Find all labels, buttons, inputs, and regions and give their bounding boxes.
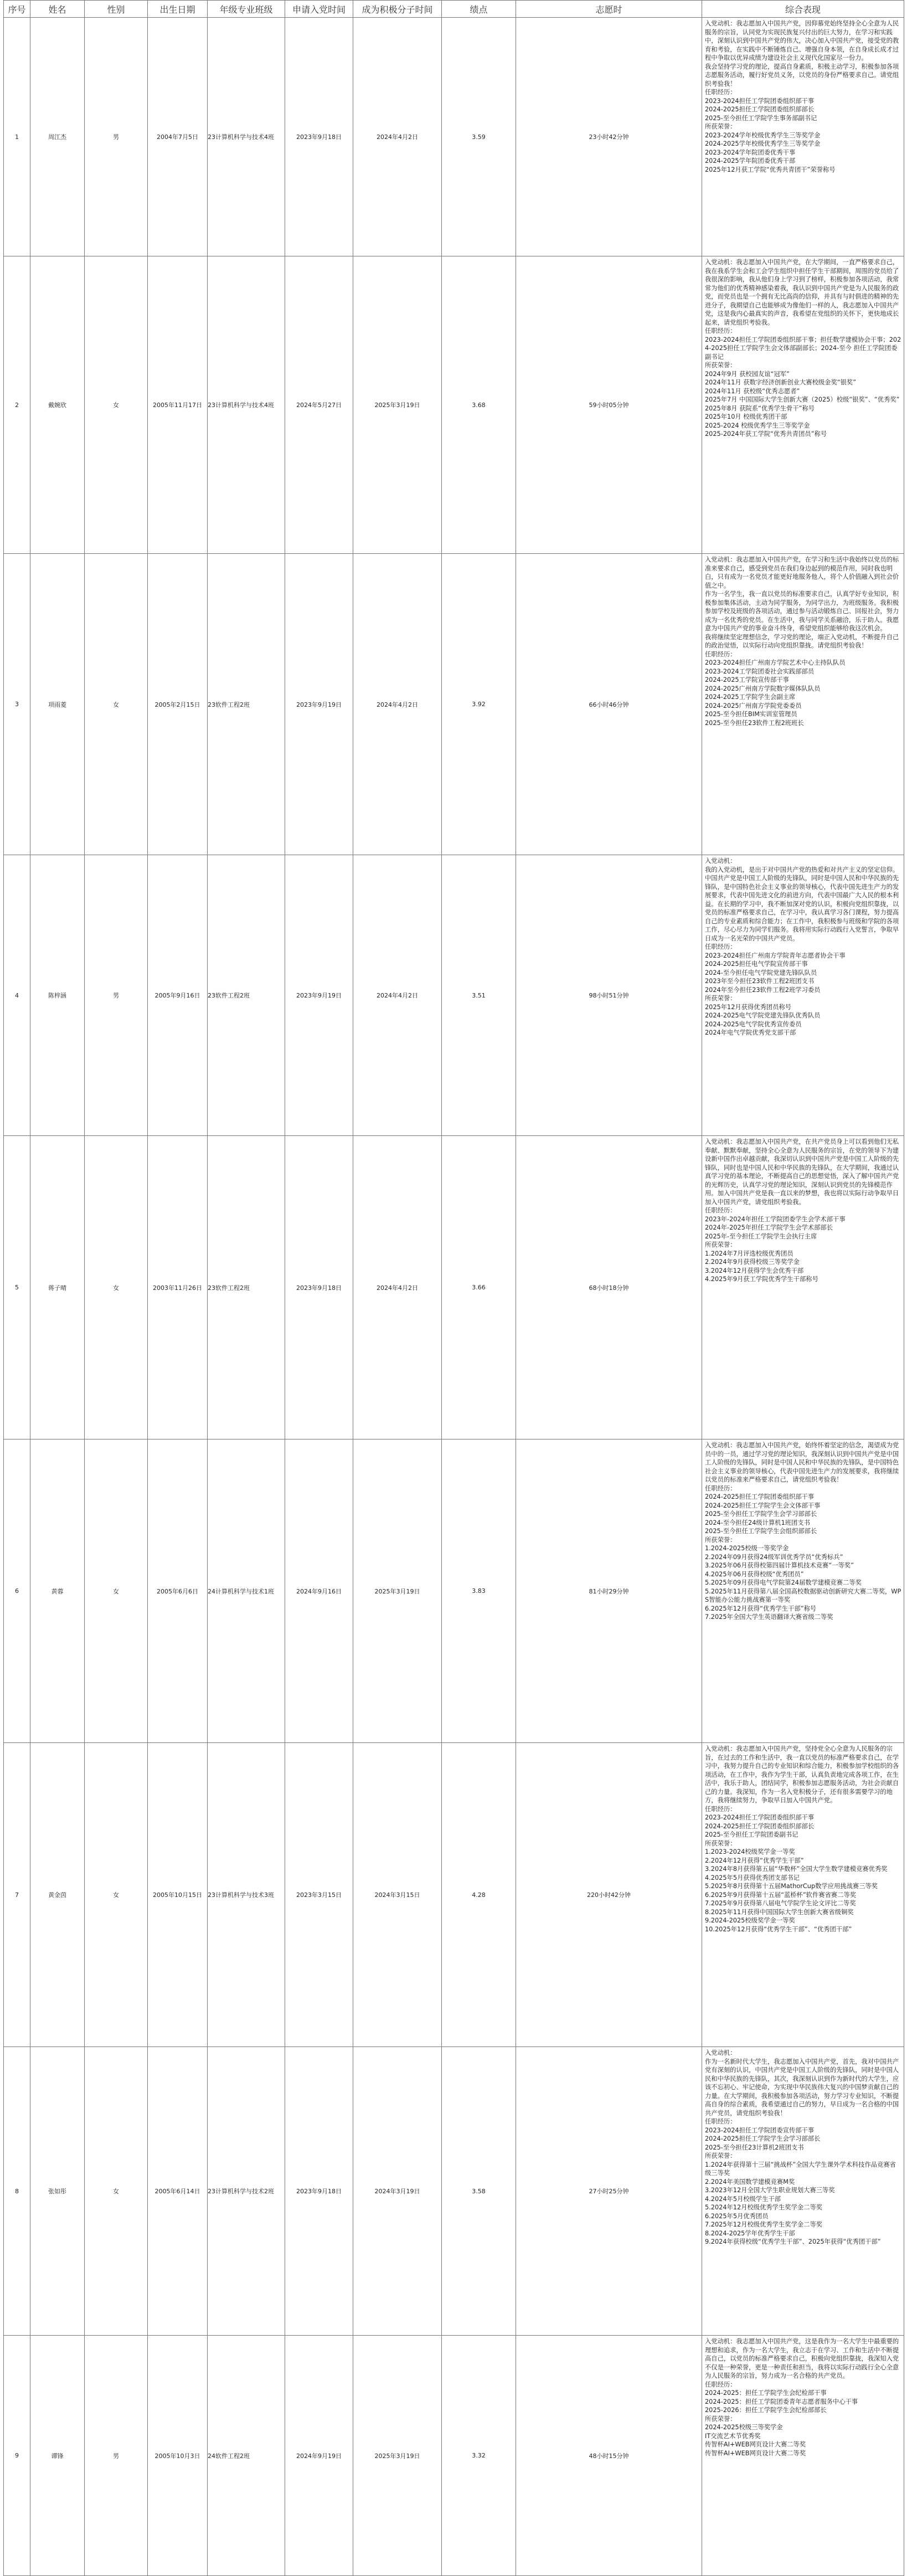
table-row bbox=[4, 256, 904, 554]
summary-line: 2024-2025工学院学生会副主席 bbox=[705, 693, 796, 701]
summary-line: 1.2023-2024校级奖学金一等奖 bbox=[705, 1848, 795, 1855]
cell-gender: 男 bbox=[85, 855, 148, 1136]
summary-line: 4.2024年5月校级学生干部 bbox=[705, 2195, 781, 2203]
summary-line: IT交流艺术节优秀奖 bbox=[705, 2432, 761, 2440]
summary-line: 2024年11月 获数字经济创新创业大赛校级金奖“银奖” bbox=[705, 379, 857, 386]
cell-volunteer-hours: 59小时05分钟 bbox=[516, 256, 702, 554]
cell-activist-date: 2024年4月2日 bbox=[353, 855, 442, 1136]
summary-line: 2025年10月 校级优秀团干部 bbox=[705, 413, 787, 420]
cell-gender: 女 bbox=[85, 2047, 148, 2336]
summary-line: 2025-至今担任工学院团委副书记 bbox=[705, 1831, 798, 1838]
summary-line: 1.2024年获得第十三届“挑战杯”全国大学生课外学术科技作品竞赛省级三等奖 bbox=[705, 2161, 896, 2177]
header-activist: 成为积极分子时间 bbox=[353, 1, 442, 18]
cell-name: 陈梓涵 bbox=[30, 855, 85, 1136]
summary-line: 入党动机：我志愿加入中国共产党，在共产党员身上可以看到他们无私奉献、默默奉献，坚持全心全意为人民服务的宗旨，在党的领导下为建设新中国作出卓越贡献，我深切认识到中国共产党是中国工人阶级的先锋队，同时也是中国人民和中华民族的先锋队，在大学期间，我通过认真学习党的基本理论，不断提高自己的思想觉悟，深入了解中国共产党的光辉历史，认真学习党的理论知识，深刻认识到党员的先锋模范作用。加入中国共产党是我一直以来的梦想，我也将以实际行动争取早日加入中国共产党，请党组织考验我。 bbox=[705, 1138, 899, 1206]
table-row bbox=[4, 554, 904, 855]
cell-class: 23计算机科学与技术3班 bbox=[208, 1743, 285, 2047]
table-row bbox=[4, 18, 904, 256]
cell-volunteer-hours: 68小时18分钟 bbox=[516, 1136, 702, 1439]
cell-gender: 女 bbox=[85, 1439, 148, 1743]
summary-line: 任职经历： bbox=[705, 2380, 736, 2388]
header-class: 年级专业班级 bbox=[208, 1, 285, 18]
cell-gender: 男 bbox=[85, 18, 148, 256]
summary-line: 2024-至今担任电气学院党建先锋队队员 bbox=[705, 969, 817, 976]
summary-line: 4.2025年5月获得优秀团支部书记 bbox=[705, 1874, 800, 1881]
cell-birth-date: 2003年11月26日 bbox=[148, 1136, 208, 1439]
summary-line: 所获荣誉： bbox=[705, 2415, 736, 2423]
summary-line: 6.2025年9月获得第十五届“蓝桥杯”软件赛省赛二等奖 bbox=[705, 1891, 857, 1899]
cell-birth-date: 2004年7月5日 bbox=[148, 18, 208, 256]
table-row bbox=[4, 1439, 904, 1743]
summary-line: 8.2025年11月获得中国国际大学生创新大赛省级铜奖 bbox=[705, 1908, 854, 1916]
table-row bbox=[4, 1136, 904, 1439]
cell-birth-date: 2005年2月15日 bbox=[148, 554, 208, 855]
cell-class: 23软件工程2班 bbox=[208, 1136, 285, 1439]
cell-activist-date: 2025年3月19日 bbox=[353, 2336, 442, 2576]
table-row bbox=[4, 855, 904, 1136]
cell-summary bbox=[702, 2336, 904, 2576]
table-row bbox=[4, 2336, 904, 2576]
summary-line: 2024年至今担任23软件工程2班学习委员 bbox=[705, 986, 821, 994]
summary-line: 2024年11月 获校级“优秀志愿者” bbox=[705, 387, 800, 395]
cell-name: 黄蓉 bbox=[30, 1439, 85, 1743]
summary-line: 2024年-2025年担任工学院学生会学术部部长 bbox=[705, 1224, 833, 1231]
cell-volunteer-hours: 66小时46分钟 bbox=[516, 554, 702, 855]
cell-activist-date: 2024年4月2日 bbox=[353, 554, 442, 855]
header-volunteer: 志愿时 bbox=[516, 1, 702, 18]
cell-class: 24软件工程2班 bbox=[208, 2336, 285, 2576]
cell-birth-date: 2005年11月17日 bbox=[148, 256, 208, 554]
summary-line: 2023-2024担任广州南方学院艺术中心主持队队员 bbox=[705, 659, 846, 666]
summary-line: 传智杯AI+WEB网页设计大赛二等奖 bbox=[705, 2441, 806, 2448]
cell-gpa: 3.58 bbox=[442, 2047, 516, 2336]
cell-summary bbox=[702, 256, 904, 554]
summary-line: 2025-2024年获工学院“优秀共青团员”称号 bbox=[705, 430, 827, 438]
summary-line: 所获荣誉： bbox=[705, 995, 736, 1002]
summary-line: 2025-至今担任23软件工程2班班长 bbox=[705, 719, 804, 727]
cell-name: 谭锋 bbox=[30, 2336, 85, 2576]
cell-name: 周江杰 bbox=[30, 18, 85, 256]
cell-name: 项雨菱 bbox=[30, 554, 85, 855]
summary-line: 2023年-2024年担任工学院团委学生会学术部干事 bbox=[705, 1215, 846, 1223]
summary-line: 任职经历： bbox=[705, 943, 736, 950]
cell-gpa: 3.59 bbox=[442, 18, 516, 256]
cell-summary bbox=[702, 1743, 904, 2047]
cell-number: 4 bbox=[4, 855, 30, 1136]
summary-line: 2023-2024担任工学院团委组织部干事；担任数学建模协会干事；2024-2025担任工学院学生会文体部副部长；2024-至今 担任工学院团委副书记 bbox=[705, 336, 901, 361]
summary-line: 2025-至今担任23计算机2班团支书 bbox=[705, 2143, 804, 2151]
summary-line: 入党动机：我志愿加入中国共产党，在大学期间，一直严格要求自己，我在我系学生会和工会学生组织中担任学生干部期间，周围的党员给了我很深的影响，我从他们身上学习到了榜样，积极参加各项活动，我常常为他们的优秀精神感染着我，我认识到中国共产党是为人民服务的政党，而党员也是一个拥有无比高尚的信仰，并具有与时俱进的精神的先进分子，我期望自己也能够成为像他们一样的人，我志愿加入中国共产党，这是我内心最真实的声音，我希望在党组织的关怀下，更快地成长起来，请党组织考验我。 bbox=[705, 259, 899, 326]
summary-line: 1.2024-2025校级一等奖学金 bbox=[705, 1545, 789, 1552]
cell-gpa: 3.32 bbox=[442, 2336, 516, 2576]
header-no: 序号 bbox=[4, 1, 30, 18]
cell-apply-date: 2023年3月15日 bbox=[285, 1743, 353, 2047]
cell-name: 张如彤 bbox=[30, 2047, 85, 2336]
summary-line: 2023-2024工学院团委社会实践部部员 bbox=[705, 667, 815, 675]
cell-class: 23计算机科学与技术4班 bbox=[208, 18, 285, 256]
summary-line: 2025-至今担任工学院学生会组织部部长 bbox=[705, 1528, 817, 1535]
summary-line: 5.2025年09月获得电气学院第24届数学建模竞赛二等奖 bbox=[705, 1579, 862, 1586]
summary-line: 所获荣誉： bbox=[705, 362, 736, 369]
cell-volunteer-hours: 27小时25分钟 bbox=[516, 2047, 702, 2336]
summary-line: 7.2025年9月获得第八届电气学院学生论文评比二等奖 bbox=[705, 1900, 856, 1907]
summary-line: 作为一名学生，我一直以党员的标准要求自己，认真学好专业知识，积极参加集体活动，主动为同学服务，为同学出力，为班级服务。我积极参加学校及班级的各项活动，通过参与活动锻炼自己、回报社会，努力成为一名优秀的党员。在生活中，我与同学关系融洽，乐于助人。我愿意为中国共产党的事业奋斗终身，希望党组织能够给我这次机会。 bbox=[705, 590, 899, 632]
summary-line: 任职经历： bbox=[705, 1805, 736, 1813]
summary-line: 任职经历： bbox=[705, 89, 736, 96]
summary-line: 9.2024-2025校级奖学金一等奖 bbox=[705, 1917, 795, 1924]
summary-line: 4.2025年9月获工学院优秀学生干部称号 bbox=[705, 1276, 818, 1283]
cell-birth-date: 2005年9月16日 bbox=[148, 855, 208, 1136]
summary-line: 6.2025年12月获得“优秀学生干部”称号 bbox=[705, 1605, 817, 1612]
cell-summary bbox=[702, 1136, 904, 1439]
cell-birth-date: 2005年6月14日 bbox=[148, 2047, 208, 2336]
summary-line: 2024-2025担任工学院学生会文体部干事 bbox=[705, 1502, 821, 1509]
summary-line: 2024-2025工学院宣传部干事 bbox=[705, 676, 789, 683]
summary-line: 8.2024-2025学年优秀学生干部 bbox=[705, 2229, 795, 2237]
summary-line: 我会坚持学习党的理论，提高自身素质，积极主动学习，积极参加各项志愿服务活动，履行好党员义务，以党员的身份严格要求自己。请党组织考验我！ bbox=[705, 63, 899, 88]
cell-birth-date: 2005年6月6日 bbox=[148, 1439, 208, 1743]
summary-line: 2024-2025担任工学院团委组织部部长 bbox=[705, 1822, 815, 1830]
cell-activist-date: 2024年3月19日 bbox=[353, 2047, 442, 2336]
summary-line: 2025年7月 中国国际大学生创新大赛（2025）校级“银奖”、“优秀奖” bbox=[705, 396, 900, 403]
summary-line: 2024-2025广州南方学院数字媒体队队员 bbox=[705, 685, 821, 692]
summary-line: 2024-2025担任工学院团委组织部部长 bbox=[705, 106, 815, 113]
cell-summary bbox=[702, 554, 904, 855]
summary-line: 4.2025年06月获得校级“优秀团员” bbox=[705, 1570, 804, 1578]
summary-line: 2024-2025电气学院党建先锋队优秀队员 bbox=[705, 1012, 821, 1019]
summary-line: 任职经历： bbox=[705, 1207, 736, 1214]
cell-activist-date: 2024年3月15日 bbox=[353, 1743, 442, 2047]
summary-line: 2023-2024担任广州南方学院青年志愿者协会干事 bbox=[705, 952, 846, 959]
summary-line: 任职经历： bbox=[705, 2118, 736, 2125]
cell-gender: 女 bbox=[85, 256, 148, 554]
summary-line: 所获荣誉： bbox=[705, 123, 736, 130]
header-birth: 出生日期 bbox=[148, 1, 208, 18]
summary-line: 2024-2025学年院团委优秀干部 bbox=[705, 157, 796, 164]
header-row bbox=[4, 1, 904, 18]
cell-activist-date: 2024年4月2日 bbox=[353, 1136, 442, 1439]
summary-line: 2024-2025：担任工学院团委青年志愿者服务中心干事 bbox=[705, 2398, 858, 2405]
summary-line: 2025年-至今担任工学院学生会执行主席 bbox=[705, 1232, 817, 1240]
summary-line: 6.2025年5月优秀团员 bbox=[705, 2212, 769, 2220]
cell-summary bbox=[702, 855, 904, 1136]
summary-line: 5.2024年12月校级优秀学生奖学金二等奖 bbox=[705, 2204, 823, 2211]
summary-line: 任职经历： bbox=[705, 650, 736, 658]
summary-line: 2.2024年12月获得“优秀学生干部” bbox=[705, 1857, 804, 1864]
summary-line: 所获荣誉： bbox=[705, 1241, 736, 1248]
cell-apply-date: 2023年9月19日 bbox=[285, 554, 353, 855]
cell-gender: 女 bbox=[85, 1743, 148, 2047]
summary-line: 7.2025年全国大学生英语翻译大赛省级二等奖 bbox=[705, 1613, 833, 1621]
summary-line: 2024-至今担任24级计算机1班团支书 bbox=[705, 1519, 810, 1526]
table-body bbox=[4, 18, 904, 2576]
summary-line: 2024-2025：担任工学院学生会纪检部干事 bbox=[705, 2389, 827, 2397]
summary-line: 2025-至今担任BIM实训室管理员 bbox=[705, 711, 797, 718]
summary-line: 所获荣誉： bbox=[705, 1839, 736, 1847]
summary-line: 2.2024年9月获得校级三等奖学金 bbox=[705, 1258, 800, 1266]
cell-gender: 女 bbox=[85, 1136, 148, 1439]
header-summary: 综合表现 bbox=[702, 1, 904, 18]
summary-line: 7.2025年12月校级优秀学生奖学金二等奖 bbox=[705, 2221, 823, 2228]
summary-line: 2.2024年09月获得24级军训优秀学员“优秀标兵” bbox=[705, 1553, 843, 1561]
summary-line: 2024-2025担任工学院学生会学习部部长 bbox=[705, 2135, 821, 2142]
cell-birth-date: 2005年10月3日 bbox=[148, 2336, 208, 2576]
cell-name: 黄金茵 bbox=[30, 1743, 85, 2047]
cell-number: 5 bbox=[4, 1136, 30, 1439]
summary-line: 作为一名新时代大学生，我志愿加入中国共产党，首先，我对中国共产党有深刻的认识，中国共产党是中国工人阶级的先锋队，同时是中国人民和中华民族的先锋队，其次，我深刻认识到作为新时代的大学生，应该不忘初心、牢记使命，为实现中华民族伟大复兴的中国梦贡献自己的力量。在大学期间，我积极参加各项活动，努力学习专业知识，不断提高自身的综合素质，我希望通过自己的努力，早日成为一名合格的中国共产党员，请党组织考验我！ bbox=[705, 2058, 899, 2117]
summary-line: 2025年8月 获院系“优秀学生骨干”称号 bbox=[705, 404, 815, 412]
summary-line: 所获荣誉： bbox=[705, 2152, 736, 2159]
summary-line: 5.2025年11月获得第八届全国高校数据驱动创新研究大赛二等奖，WPS智能办公能力挑战赛第一等奖 bbox=[705, 1587, 901, 1603]
cell-volunteer-hours: 98小时51分钟 bbox=[516, 855, 702, 1136]
summary-line: 1.2024年7月评选校级优秀团员 bbox=[705, 1250, 793, 1257]
summary-line: 2024-2025学年校级优秀学生三等奖学金 bbox=[705, 140, 821, 147]
cell-volunteer-hours: 23小时42分钟 bbox=[516, 18, 702, 256]
table-row bbox=[4, 1743, 904, 2047]
summary-line: 2023-2024担任工学院团委组织部干事 bbox=[705, 97, 815, 105]
cell-apply-date: 2023年9月18日 bbox=[285, 2047, 353, 2336]
cell-gpa: 3.68 bbox=[442, 256, 516, 554]
cell-volunteer-hours: 81小时29分钟 bbox=[516, 1439, 702, 1743]
cell-summary bbox=[702, 2047, 904, 2336]
summary-line: 3.2024年8月获得第五届“华数杯”全国大学生数学建模竞赛优秀奖 bbox=[705, 1865, 888, 1873]
summary-line: 5.2025年8月获得第十五届MathorCup数学应用挑战赛三等奖 bbox=[705, 1883, 878, 1890]
cell-volunteer-hours: 220小时42分钟 bbox=[516, 1743, 702, 2047]
summary-line: 我的入党动机，是出于对中国共产党的热爱和对共产主义的坚定信仰。中国共产党是中国工人阶级的先锋队，同时是中国人民和中华民族的先锋队，是中国特色社会主义事业的领导核心，代表中国先进生产力的发展要求，代表中国先进文化的前进方向，代表中国最广大人民的根本利益。在长期的学习中，我不断加深对党的认识，积极向党组织靠拢，以党员的标准严格要求自己，在学习中，我认真学习各门课程，努力提高自己的专业素质和综合能力；在工作中，我积极参与班级和学院的各项工作，尽心尽力为同学们服务。我将用实际行动践行入党誓言，争取早日成为一名光荣的中国共产党员。 bbox=[705, 866, 899, 942]
summary-line: 2023-2024学年校级优秀学生三等奖学金 bbox=[705, 131, 821, 139]
cell-summary bbox=[702, 1439, 904, 1743]
summary-line: 所获荣誉： bbox=[705, 1536, 736, 1544]
summary-line: 我将继续坚定理想信念，学习党的理论，端正入党动机，不断提升自己的政治觉悟，以实际行动向党组织靠拢。请党组织考验我！ bbox=[705, 633, 899, 649]
summary-line: 传智杯AI+WEB网页设计大赛二等奖 bbox=[705, 2449, 806, 2457]
summary-line: 3.2025年06月获得校第四届计算机技术竞赛“一等奖” bbox=[705, 1562, 854, 1569]
summary-line: 2025年12月获得优秀团员称号 bbox=[705, 1003, 792, 1011]
cell-number: 6 bbox=[4, 1439, 30, 1743]
cell-apply-date: 2024年9月19日 bbox=[285, 2336, 353, 2576]
cell-name: 蒋子晴 bbox=[30, 1136, 85, 1439]
cell-class: 23软件工程2班 bbox=[208, 554, 285, 855]
header-name: 姓名 bbox=[30, 1, 85, 18]
summary-line: 3.2024年12月获得学生会优秀干部 bbox=[705, 1267, 804, 1274]
cell-number: 9 bbox=[4, 2336, 30, 2576]
cell-class: 23软件工程2班 bbox=[208, 855, 285, 1136]
summary-line: 10.2025年12月获得“优秀学生干部”、“优秀团干部” bbox=[705, 1925, 852, 1933]
summary-line: 2025年12月获工学院“优秀共青团干”荣誉称号 bbox=[705, 166, 836, 173]
cell-class: 23计算机科学与技术2班 bbox=[208, 2047, 285, 2336]
header-gender: 性别 bbox=[85, 1, 148, 18]
summary-line: 9.2024年获得校级“优秀学生干部”、2025年获得“优秀团干部” bbox=[705, 2238, 881, 2245]
summary-line: 任职经历： bbox=[705, 327, 736, 335]
summary-line: 任职经历： bbox=[705, 1484, 736, 1492]
cell-apply-date: 2024年9月16日 bbox=[285, 1439, 353, 1743]
summary-line: 2023-2024学年院团委优秀干事 bbox=[705, 148, 796, 156]
cell-volunteer-hours: 48小时15分钟 bbox=[516, 2336, 702, 2576]
cell-gpa: 3.83 bbox=[442, 1439, 516, 1743]
summary-line: 2024-2025校级三等奖学金 bbox=[705, 2424, 783, 2431]
summary-line: 入党动机：我志愿加入中国共产党，这是我作为一名大学生中最重要的理想和追求，作为一名大学生，我立志于在学习、工作和生活中不断提高自己，以党员的标准严格要求自己，积极向党组织靠拢，我深知入党不仅是一种荣誉，更是一种责任和担当，我将以实际行动践行全心全意为人民服务的宗旨，努力成为一名合格的共产党员。 bbox=[705, 2338, 899, 2379]
summary-line: 入党动机：我志愿加入中国共产党，因仰慕党始终坚持全心全意为人民服务的宗旨，认同党为实现民族复兴付出的巨大努力，在学习和实践中，深刻认识到中国共产党的伟大，决心加入中国共产党，接受党的教育和考验，在实践中不断锤炼自己、增强自身本领，在自身成长成才过程中争取以优异成绩为建设社会主义现代化国家尽一份力。 bbox=[705, 20, 899, 61]
cell-number: 2 bbox=[4, 256, 30, 554]
summary-line: 2023-2024担任工学院团委宣传部干事 bbox=[705, 2126, 815, 2134]
cell-summary bbox=[702, 18, 904, 256]
summary-line: 入党动机： bbox=[705, 2049, 736, 2056]
summary-line: 2024-2025广州南方学院党委委员 bbox=[705, 702, 802, 709]
cell-number: 1 bbox=[4, 18, 30, 256]
summary-line: 2025-2024 校级优秀学生三等奖学金 bbox=[705, 421, 810, 429]
cell-apply-date: 2023年9月18日 bbox=[285, 18, 353, 256]
cell-apply-date: 2023年9月18日 bbox=[285, 1136, 353, 1439]
cell-number: 8 bbox=[4, 2047, 30, 2336]
cell-activist-date: 2024年4月2日 bbox=[353, 18, 442, 256]
cell-name: 戴婉欣 bbox=[30, 256, 85, 554]
cell-number: 3 bbox=[4, 554, 30, 855]
cell-activist-date: 2025年3月19日 bbox=[353, 1439, 442, 1743]
summary-line: 2025-至今担任工学院学生会学习部部长 bbox=[705, 1510, 817, 1518]
summary-line: 入党动机：我志愿加入中国共产党，坚持党全心全意为人民服务的宗旨，在过去的工作和生活中，我一直以党员的标准严格要求自己，在学习中，我努力提升自己的专业知识和综合能力，积极参加学校组织的各项活动，在工作中，我作为学生干部，认真负责地完成各项工作，在生活中，我乐于助人，团结同学，积极参加志愿服务活动，为社会贡献自己的力量。我深知，作为一名入党积极分子，还有很多需要学习的地方，我将继续努力，争取早日加入中国共产党。 bbox=[705, 1745, 899, 1804]
cell-birth-date: 2005年10月15日 bbox=[148, 1743, 208, 2047]
header-gpa: 绩点 bbox=[442, 1, 516, 18]
cell-apply-date: 2023年9月19日 bbox=[285, 855, 353, 1136]
summary-line: 2024年9月 获校园友谊“冠军” bbox=[705, 370, 790, 378]
cell-gpa: 4.28 bbox=[442, 1743, 516, 2047]
summary-line: 3.2023年12月全国大学生职业规划大赛三等奖 bbox=[705, 2187, 835, 2194]
cell-gender: 女 bbox=[85, 554, 148, 855]
summary-line: 入党动机：我志愿加入中国共产党，始终怀着坚定的信念，渴望成为党员中的一员，通过学习党的理论知识，我深刻认识到中国共产党是中国工人阶级的先锋队，同时是中国人民和中华民族的先锋队，是中国特色社会主义事业的领导核心，代表中国先进生产力的发展要求，我将继续以党员的标准来严格要求自己，请党组织考验我！ bbox=[705, 1442, 899, 1483]
summary-line: 2024-2025担任电气学院宣传部干事 bbox=[705, 960, 808, 968]
cell-number: 7 bbox=[4, 1743, 30, 2047]
summary-line: 2023-2024担任工学院团委组织部干事 bbox=[705, 1814, 815, 1821]
summary-line: 2023年至今担任23软件工程2班团支书 bbox=[705, 978, 815, 985]
cell-activist-date: 2025年3月19日 bbox=[353, 256, 442, 554]
header-apply: 申请入党时间 bbox=[285, 1, 353, 18]
summary-line: 2025-2026：担任工学院学生会纪检部部长 bbox=[705, 2407, 827, 2414]
table-row bbox=[4, 2047, 904, 2336]
cell-gpa: 3.92 bbox=[442, 554, 516, 855]
cell-gpa: 3.51 bbox=[442, 855, 516, 1136]
summary-line: 入党动机： bbox=[705, 857, 736, 865]
cell-class: 24计算机科学与技术1班 bbox=[208, 1439, 285, 1743]
summary-line: 2.2024年美国数学建模竞赛M奖 bbox=[705, 2178, 795, 2186]
cell-gender: 男 bbox=[85, 2336, 148, 2576]
cell-apply-date: 2024年5月27日 bbox=[285, 256, 353, 554]
cell-class: 23计算机科学与技术4班 bbox=[208, 256, 285, 554]
summary-line: 入党动机：我志愿加入中国共产党，在学习和生活中我始终以党员的标准来要求自己，感受到党员在我们身边起到的模范作用，同时我也明白，只有成为一名党员才能更好地服务他人，将个人价值融入到社会价值之中。 bbox=[705, 556, 899, 589]
student-table bbox=[3, 0, 904, 2576]
summary-line: 2025-至今担任工学院学生事务部副书记 bbox=[705, 114, 817, 122]
cell-gpa: 3.66 bbox=[442, 1136, 516, 1439]
summary-line: 2024-2025担任工学院团委组织部干事 bbox=[705, 1493, 815, 1500]
summary-line: 2024-2025电气学院优秀宣传委员 bbox=[705, 1020, 802, 1028]
summary-line: 2024年电气学院优秀党支部干部 bbox=[705, 1029, 796, 1036]
